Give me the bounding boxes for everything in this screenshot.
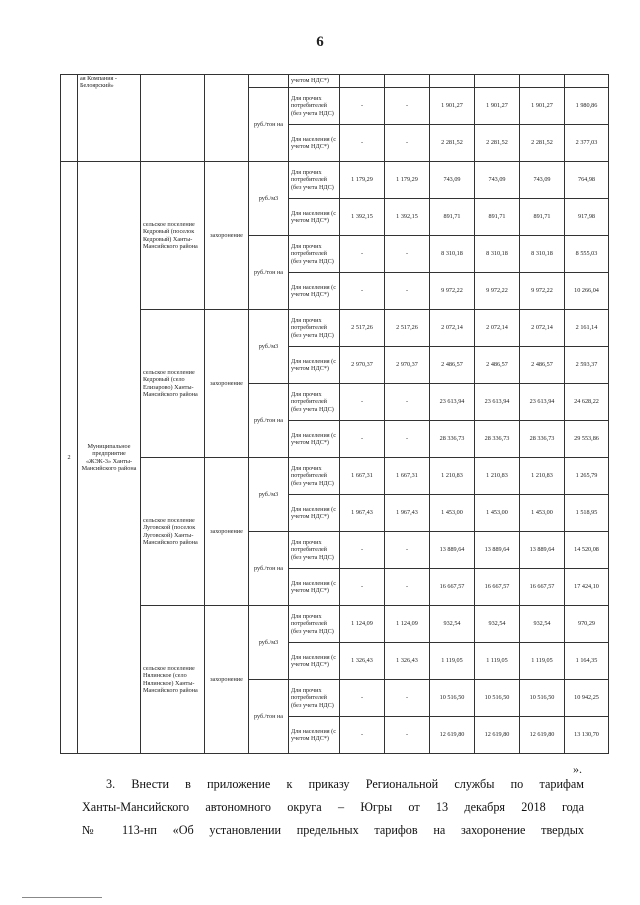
value-cell: - bbox=[385, 421, 430, 458]
unit-cell: руб./тон на bbox=[249, 680, 289, 754]
value-cell: 1 980,86 bbox=[565, 88, 609, 125]
value-cell: 1 967,43 bbox=[385, 495, 430, 532]
consumer-cell: Для населения (с учетом НДС*) bbox=[289, 569, 340, 606]
value-cell: 2 970,37 bbox=[385, 347, 430, 384]
value-cell: 13 889,64 bbox=[520, 532, 565, 569]
territory-cell bbox=[141, 75, 205, 162]
activity-cell: захоронение bbox=[205, 310, 249, 458]
value-cell: 970,29 bbox=[565, 606, 609, 643]
value-cell: - bbox=[385, 236, 430, 273]
value-cell: 12 619,80 bbox=[475, 717, 520, 754]
value-cell: 2 161,14 bbox=[565, 310, 609, 347]
value-cell: - bbox=[385, 88, 430, 125]
value-cell: - bbox=[340, 125, 385, 162]
row-number-cell bbox=[61, 75, 78, 162]
value-cell: 16 667,57 bbox=[430, 569, 475, 606]
value-cell bbox=[565, 75, 609, 88]
value-cell: 2 281,52 bbox=[430, 125, 475, 162]
value-cell: 9 972,22 bbox=[430, 273, 475, 310]
paragraph-line-3: № 113-нп «Об установлении предельных тарифов на захоронение твердых bbox=[82, 823, 584, 837]
table-row bbox=[61, 458, 609, 495]
value-cell: 1 967,43 bbox=[340, 495, 385, 532]
value-cell bbox=[385, 75, 430, 88]
territory-cell: сельское поселение Нялинское (село Нялинское) Ханты-Мансийского района bbox=[141, 606, 205, 754]
unit-cell: руб./тон на bbox=[249, 384, 289, 458]
activity-cell bbox=[205, 75, 249, 162]
table-row bbox=[61, 162, 609, 199]
value-cell: 8 310,18 bbox=[430, 236, 475, 273]
value-cell: 743,09 bbox=[520, 162, 565, 199]
consumer-cell: Для населения (с учетом НДС*) bbox=[289, 347, 340, 384]
value-cell: - bbox=[340, 236, 385, 273]
value-cell: - bbox=[340, 88, 385, 125]
value-cell: 1 124,09 bbox=[340, 606, 385, 643]
unit-cell: руб./м3 bbox=[249, 458, 289, 532]
value-cell: 16 667,57 bbox=[520, 569, 565, 606]
value-cell: 2 593,37 bbox=[565, 347, 609, 384]
table-row bbox=[61, 75, 609, 88]
value-cell: 8 310,18 bbox=[475, 236, 520, 273]
value-cell: 13 130,70 bbox=[565, 717, 609, 754]
value-cell: 2 517,26 bbox=[340, 310, 385, 347]
consumer-cell: Для населения (с учетом НДС*) bbox=[289, 125, 340, 162]
value-cell: - bbox=[340, 532, 385, 569]
value-cell: 932,54 bbox=[520, 606, 565, 643]
value-cell: - bbox=[340, 680, 385, 717]
table-row bbox=[61, 310, 609, 347]
value-cell: 932,54 bbox=[430, 606, 475, 643]
paragraph-line-1: 3. Внести в приложение к приказу Региональной службы по тарифам bbox=[106, 777, 584, 791]
consumer-cell: Для населения (с учетом НДС*) bbox=[289, 495, 340, 532]
value-cell: 2 281,52 bbox=[475, 125, 520, 162]
value-cell: 1 179,29 bbox=[340, 162, 385, 199]
paragraph-line-2: Ханты-Мансийского автономного округа – Югры от 13 декабря 2018 года bbox=[82, 800, 584, 814]
value-cell bbox=[430, 75, 475, 88]
value-cell bbox=[340, 75, 385, 88]
table-body bbox=[61, 75, 609, 754]
consumer-cell: Для прочих потребителей (без учета НДС) bbox=[289, 458, 340, 495]
value-cell: 1 179,29 bbox=[385, 162, 430, 199]
value-cell: - bbox=[385, 532, 430, 569]
value-cell bbox=[475, 75, 520, 88]
value-cell: 1 210,83 bbox=[520, 458, 565, 495]
unit-cell bbox=[249, 75, 289, 88]
value-cell: 1 453,00 bbox=[430, 495, 475, 532]
value-cell: 1 326,43 bbox=[385, 643, 430, 680]
value-cell: 764,98 bbox=[565, 162, 609, 199]
consumer-cell: Для населения (с учетом НДС*) bbox=[289, 717, 340, 754]
value-cell: 917,98 bbox=[565, 199, 609, 236]
unit-cell: руб./тон на bbox=[249, 532, 289, 606]
value-cell: 2 072,14 bbox=[430, 310, 475, 347]
page-number: 6 bbox=[316, 34, 324, 50]
value-cell: 2 486,57 bbox=[430, 347, 475, 384]
consumer-cell: Для населения (с учетом НДС*) bbox=[289, 199, 340, 236]
value-cell: 1 667,31 bbox=[385, 458, 430, 495]
consumer-cell: Для прочих потребителей (без учета НДС) bbox=[289, 162, 340, 199]
value-cell: 2 281,52 bbox=[520, 125, 565, 162]
value-cell: - bbox=[340, 569, 385, 606]
value-cell: - bbox=[385, 273, 430, 310]
value-cell: 1 518,95 bbox=[565, 495, 609, 532]
value-cell: 1 119,05 bbox=[520, 643, 565, 680]
value-cell: 2 517,26 bbox=[385, 310, 430, 347]
value-cell: 13 889,64 bbox=[475, 532, 520, 569]
value-cell: - bbox=[385, 680, 430, 717]
unit-cell: руб./м3 bbox=[249, 162, 289, 236]
value-cell: 1 667,31 bbox=[340, 458, 385, 495]
value-cell: 1 164,35 bbox=[565, 643, 609, 680]
value-cell: - bbox=[340, 384, 385, 421]
tariff-table bbox=[60, 74, 609, 754]
value-cell: 13 889,64 bbox=[430, 532, 475, 569]
consumer-cell: Для прочих потребителей (без учета НДС) bbox=[289, 532, 340, 569]
unit-cell: руб./м3 bbox=[249, 310, 289, 384]
activity-cell: захоронение bbox=[205, 162, 249, 310]
value-cell: 23 613,94 bbox=[475, 384, 520, 421]
value-cell bbox=[520, 75, 565, 88]
value-cell: - bbox=[385, 569, 430, 606]
row-number-cell: 2 bbox=[61, 162, 78, 754]
value-cell: 8 310,18 bbox=[520, 236, 565, 273]
value-cell: 1 265,79 bbox=[565, 458, 609, 495]
value-cell: 1 453,00 bbox=[520, 495, 565, 532]
value-cell: 891,71 bbox=[520, 199, 565, 236]
value-cell: 9 972,22 bbox=[475, 273, 520, 310]
territory-cell: сельское поселение Кедровый (поселок Кедровый) Ханты-Мансийского района bbox=[141, 162, 205, 310]
table-row bbox=[61, 606, 609, 643]
value-cell: 2 377,03 bbox=[565, 125, 609, 162]
organization-cell: Муниципальное предприятие «ЖЭК-3» Ханты-Мансийского района bbox=[78, 162, 141, 754]
value-cell: 8 555,03 bbox=[565, 236, 609, 273]
value-cell: 1 124,09 bbox=[385, 606, 430, 643]
value-cell: 12 619,80 bbox=[430, 717, 475, 754]
value-cell: 23 613,94 bbox=[520, 384, 565, 421]
value-cell: 10 516,50 bbox=[430, 680, 475, 717]
value-cell: 28 336,73 bbox=[520, 421, 565, 458]
unit-cell: руб./тон на bbox=[249, 88, 289, 162]
consumer-cell: учетом НДС*) bbox=[289, 75, 340, 88]
value-cell: 1 210,83 bbox=[430, 458, 475, 495]
value-cell: 10 516,50 bbox=[520, 680, 565, 717]
value-cell: 24 628,22 bbox=[565, 384, 609, 421]
closing-quote: ». bbox=[573, 762, 582, 776]
value-cell: - bbox=[385, 384, 430, 421]
consumer-cell: Для прочих потребителей (без учета НДС) bbox=[289, 384, 340, 421]
value-cell: 2 072,14 bbox=[520, 310, 565, 347]
value-cell: 2 486,57 bbox=[475, 347, 520, 384]
activity-cell: захоронение bbox=[205, 458, 249, 606]
value-cell: 29 553,86 bbox=[565, 421, 609, 458]
value-cell: 10 266,04 bbox=[565, 273, 609, 310]
unit-cell: руб./м3 bbox=[249, 606, 289, 680]
value-cell: 1 392,15 bbox=[385, 199, 430, 236]
value-cell: 743,09 bbox=[430, 162, 475, 199]
value-cell: 1 326,43 bbox=[340, 643, 385, 680]
value-cell: 2 072,14 bbox=[475, 310, 520, 347]
value-cell: 28 336,73 bbox=[475, 421, 520, 458]
value-cell: - bbox=[385, 125, 430, 162]
value-cell: - bbox=[340, 717, 385, 754]
value-cell: 2 970,37 bbox=[340, 347, 385, 384]
unit-cell: руб./тон на bbox=[249, 236, 289, 310]
value-cell: 1 901,27 bbox=[475, 88, 520, 125]
value-cell: 1 119,05 bbox=[475, 643, 520, 680]
value-cell: 1 453,00 bbox=[475, 495, 520, 532]
value-cell: 10 942,25 bbox=[565, 680, 609, 717]
consumer-cell: Для прочих потребителей (без учета НДС) bbox=[289, 88, 340, 125]
value-cell: 12 619,80 bbox=[520, 717, 565, 754]
consumer-cell: Для прочих потребителей (без учета НДС) bbox=[289, 310, 340, 347]
value-cell: 16 667,57 bbox=[475, 569, 520, 606]
consumer-cell: Для прочих потребителей (без учета НДС) bbox=[289, 236, 340, 273]
footer-rule bbox=[22, 897, 102, 898]
value-cell: 1 119,05 bbox=[430, 643, 475, 680]
value-cell: - bbox=[385, 717, 430, 754]
value-cell: 743,09 bbox=[475, 162, 520, 199]
value-cell: 28 336,73 bbox=[430, 421, 475, 458]
consumer-cell: Для населения (с учетом НДС*) bbox=[289, 273, 340, 310]
organization-cell: ая Компания - Белоярский» bbox=[78, 75, 141, 162]
value-cell: 2 486,57 bbox=[520, 347, 565, 384]
value-cell: 9 972,22 bbox=[520, 273, 565, 310]
value-cell: 891,71 bbox=[475, 199, 520, 236]
territory-cell: сельское поселение Луговской (поселок Луговской) Ханты-Мансийского района bbox=[141, 458, 205, 606]
value-cell: 10 516,50 bbox=[475, 680, 520, 717]
consumer-cell: Для прочих потребителей (без учета НДС) bbox=[289, 680, 340, 717]
consumer-cell: Для населения (с учетом НДС*) bbox=[289, 643, 340, 680]
value-cell: 1 392,15 bbox=[340, 199, 385, 236]
value-cell: 1 901,27 bbox=[430, 88, 475, 125]
consumer-cell: Для прочих потребителей (без учета НДС) bbox=[289, 606, 340, 643]
consumer-cell: Для населения (с учетом НДС*) bbox=[289, 421, 340, 458]
value-cell: 1 901,27 bbox=[520, 88, 565, 125]
value-cell: 23 613,94 bbox=[430, 384, 475, 421]
value-cell: 14 520,08 bbox=[565, 532, 609, 569]
territory-cell: сельское поселение Кедровый (село Елизарово) Ханты-Мансийского района bbox=[141, 310, 205, 458]
value-cell: 1 210,83 bbox=[475, 458, 520, 495]
value-cell: - bbox=[340, 421, 385, 458]
value-cell: 932,54 bbox=[475, 606, 520, 643]
value-cell: 17 424,10 bbox=[565, 569, 609, 606]
value-cell: 891,71 bbox=[430, 199, 475, 236]
value-cell: - bbox=[340, 273, 385, 310]
activity-cell: захоронение bbox=[205, 606, 249, 754]
